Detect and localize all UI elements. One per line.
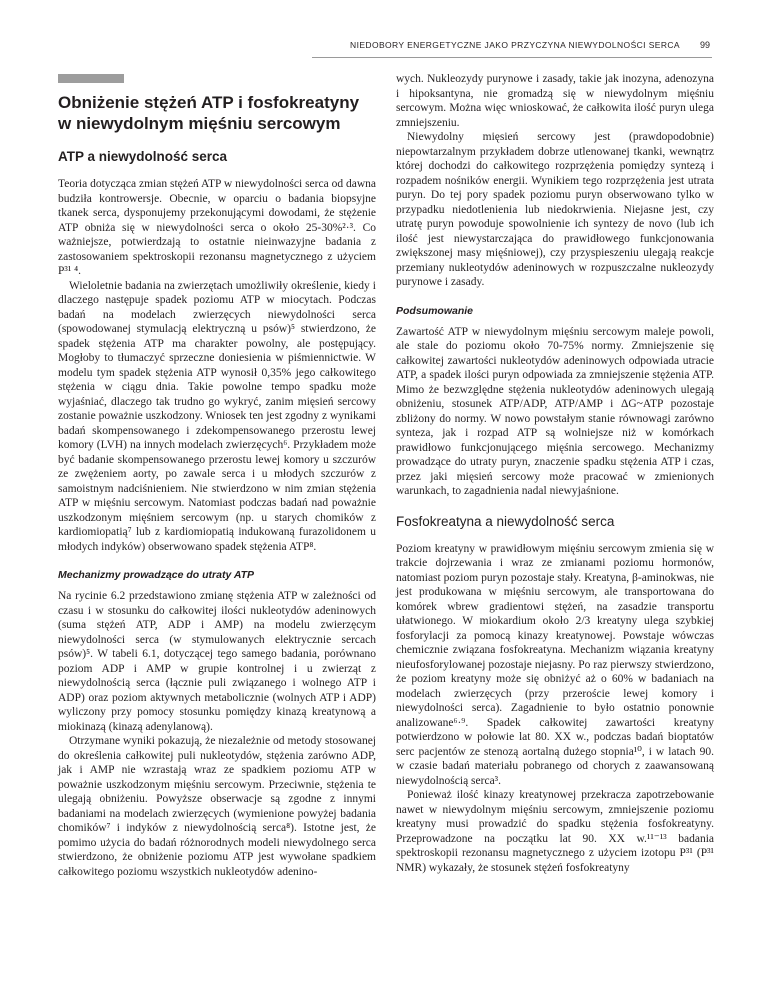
section-accent-bar — [58, 74, 124, 83]
minor-heading: Podsumowanie — [396, 304, 474, 317]
paragraph: Otrzymane wyniki pokazują, że niezależnie od metody stosowanej do określenia całkowitej puli nukleotydów, stężenia zarówno ADP, jak i AMP nie wzrastają wraz ze spadkiem poziomu ATP w poważnie uszkodzonym mięśniu sercowym. Przeciwnie, stężenia te ulegają obniżeniu. Powyższe obserwacje są zgodne z innymi badaniami na modelach zwierzęcych (wymienione powyżej badania chomików⁷ i indyków z niewydolnością serca⁸). Istotne jest, że pomimo użycia do badań różnorodnych modeli niewydolnego serca stwierdzono, że obniżenie poziomu ATP jest wywołane spadkiem całkowitego poziomu wszystkich nukleotydów adenino- — [58, 735, 376, 878]
right-column — [396, 72, 714, 875]
header-rule — [312, 57, 712, 58]
paragraph: Niewydolny mięsień sercowy jest (prawdopodobnie) niepowtarzalnym przykładem dobrze utlenowanej tkanki, wewnątrz której dochodzi do całkowitego rozprzężenia pomiędzy syntezą i rozpadem nośników energii. Wynikiem tego rozprzężenia jest utrata puryn. Do tej pory spadek poziomu puryn obserwowano tylko w przypadku niedotlenienia lub niedokrwienia. Niejasne jest, czy utratę puryn powoduje spowolnienie ich syntezy de novo (lub ich ilość jest niewystarczająca do prawidłowego funkcjonowania zwiększonej masy mięśniowej), czy przyspieszeniu ulegają reakcje przemiany nukleotydów adeninowych w rozpuszczalne nukleozydy purynowe i zasady. — [396, 131, 714, 288]
paragraph: Poziom kreatyny w prawidłowym mięśniu sercowym zmienia się w trakcie dojrzewania i wraz ze zmianami poziomu hormonów, natomiast poziom puryn pozostaje stały. Kreatyna, β-aminokwas, nie jest produkowana w mięśniu sercowym, ale transportowana do komórek wbrew gradientowi stężeń, na zasadzie transportu ułatwionego. W miokardium około 2/3 kreatyny ulega szybkiej fosforylacji za pomocą kinazy kreatynowej. Powstaje wówczas chemicznie związana fosfokreatyna. Mechanizm wiązania kreatyny nieufosforylowanej pozostaje niejasny. Po raz pierwszy stwierdzono, że poziom kreatyny może się obniżyć aż o 60% w badaniach na modelach zwierzęcych (przy przeroście lewej komory i niewydolności serca). Zagadnienie to było ostatnio ponownie analizowane⁶·⁹. Spadek całkowitej zawartości kreatyny potwierdzono w połowie lat 80. XX w., podczas badań bioptatów serc pacjentów ze stenozą aortalną dużego stopnia¹⁰, i w latach 90. w czasie badań materiału pobranego od chorych z zaawansowaną niewydolnością serca³. — [396, 542, 714, 787]
minor-heading: Mechanizmy prowadzące do utraty ATP — [58, 569, 255, 581]
paragraph: Ponieważ ilość kinazy kreatynowej przekracza zapotrzebowanie nawet w niewydolnym mięśniu sercowym, zmniejszenie poziomu kreatyny musi prowadzić do spadku stężenia fosfokreatyny. Przeprowadzone na początku lat 90. XX w.¹¹⁻¹³ badania spektroskopii rezonansu magnetycznego z użyciem izotopu P³¹ (P³¹ NMR) wykazały, że stosunek stężeń fosfokreatyny — [396, 789, 714, 874]
paragraph: Teoria dotycząca zmian stężeń ATP w niewydolności serca od dawna budziła kontrowersje. Obecnie, w oparciu o badania biopsyjne tkanek serca, dysponujemy przekonującymi dowodami, że stężenie ATP obniża się w niewydolności serca o około 25-30%²·³. Co ważniejsze, potwierdzają to ostatnie nieinwazyjne badania z zastosowaniem spektroskopii rezonansu magnetycznego z użyciem P³¹ ⁴. — [58, 178, 376, 277]
subsection-title: Fosfokreatyna a niewydolność serca — [396, 513, 615, 529]
section-title: Obniżenie stężeń ATP i fosfokreatyny w niewydolnym mięśniu sercowym — [58, 93, 360, 133]
paragraph: Wieloletnie badania na zwierzętach umożliwiły określenie, kiedy i dlaczego następuje spadek poziomu ATP w miocytach. Podczas badań na modelach zwierzęcych niewydolności serca (spowodowanej stymulacją elektryczną u psów)⁵ stwierdzono, że spadek stężenia ATP ma charakter powolny, ale postępujący. Mogłoby to tłumaczyć sprzeczne doniesienia w piśmiennictwie. W modelu tym spadek stężenia ATP wynosił 0,35% jego całkowitego stężenia w ciągu dnia. Takie powolne tempo spadku może wyjaśniać, dlaczego tak trudno go wykryć, zanim mięsień sercowy zostanie poważnie uszkodzony. Wniosek ten jest zgodny z wynikami badań skompensowanego i zdekompensowanego przerostu lewej komory (LVH) na innych modelach zwierzęcych⁶. Przykładem może być badanie skompensowanego przerostu lewej komory u szczurów ze zwężeniem aorty, po zawale serca i u młodych szczurów z samoistnym nadciśnieniem. Nie stwierdzono w nim zmian stężenia ATP w mięśniu sercowym. Natomiast podczas badań nad poważnie uszkodzonym mięśniem sercowym (np. u starych chomików z kardiomiopatią⁷ lub z kardiomiopatią indukowaną furazolidonem u młodych indyków) obserwowano spadek stężenia ATP⁸. — [58, 279, 376, 553]
paragraph: Zawartość ATP w niewydolnym mięśniu sercowym maleje powoli, ale stale do poziomu około 70-75% normy. Zmniejszenie się całkowitej zawartości nukleotydów adeninowych odpowiada utracie ATP, a spadek ilości puryn odpowiada za zmniejszenie stężenia ATP. Mimo że bezwzględne stężenia nukleotydów adeninowych ulegają obniżeniu, stosunek ATP/ADP, ATP/AMP i ΔG~ATP pozostaje zbliżony do normy. W nowo powstałym stanie równowagi zarówno synteza, jak i rozpad ATP są wolniejsze niż w komórkach prawidłowo funkcjonującego mięśnia sercowego. Mechanizmy prowadzące do utraty puryn, znaczenie spadku stężenia ATP i czas, przez jaki mięsień sercowy może pracować w zmienionych warunkach, to zagadnienia nadal niewyjaśnione. — [396, 325, 714, 497]
page-number: 99 — [699, 40, 710, 50]
subsection-title: ATP a niewydolność serca — [58, 149, 228, 164]
paragraph: Na rycinie 6.2 przedstawiono zmianę stężenia ATP w zależności od czasu i w stosunku do całkowitej ilości nukleotydów adeninowych (suma stężeń ATP, ADP i AMP) na modelu zwierzęcym niewydolności serca (w stymulowanych elektrycznie sercach psów)⁵. W tabeli 6.1, dotyczącej tego samego badania, porównano poziom ADP i AMP w grupie kontrolnej i u zwierząt z niewydolnością serca (łącznie puli związanego i wolnego ATP i ADP) oraz poziom aktywnych metabolicznie (wolnych ATP i ADP) wyliczony przy pomocy stosunku pomiędzy kinazą kreatynową a miokinazą (kinazą adenylanową). — [58, 590, 376, 733]
page-header — [0, 40, 768, 54]
paragraph: wych. Nukleozydy purynowe i zasady, takie jak inozyna, adenozyna i hipoksantyna, nie gromadzą się w niewydolnym mięśniu sercowym. Można więc wnioskować, że całkowita ilość puryn ulega zmniejszeniu. — [396, 73, 714, 129]
left-column — [58, 72, 376, 879]
running-title: NIEDOBORY ENERGETYCZNE JAKO PRZYCZYNA NIEWYDOLNOŚCI SERCA — [350, 40, 680, 50]
